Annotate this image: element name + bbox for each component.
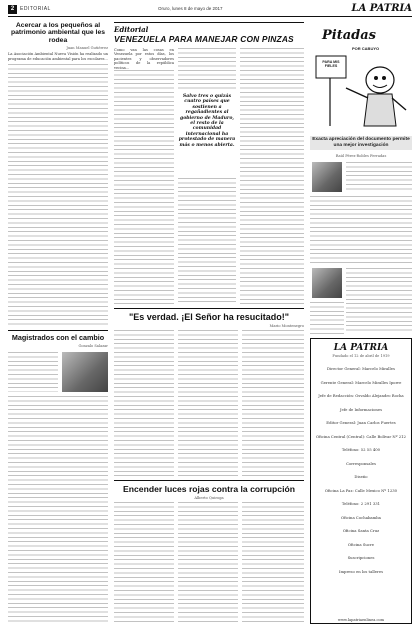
left-article-body [8, 64, 108, 328]
cartoon-logo: Pitadas [322, 28, 376, 43]
right-column-body-3 [310, 302, 344, 334]
editorial-headline: VENEZUELA PARA MANEJAR CON PINZAS [114, 34, 294, 44]
character-eye [374, 76, 378, 80]
author-photo [62, 352, 108, 392]
article-byline: Juan Manuel Gutiérrez [66, 46, 108, 51]
corrupcion-headline: Encender luces rojas contra la corrupción [123, 484, 295, 494]
article-lead: La Asociación Ambiental Nueva Visión ha realizado un programa de educación ambiental para los escolares... [8, 52, 108, 61]
senor-col-2 [178, 330, 238, 476]
header [8, 4, 412, 16]
editorial-lead: Como van las cosas en Venezuela por estos días, los pacientes y observadores políticos de la república vecina... [114, 48, 174, 70]
left-article [8, 22, 108, 61]
editorial-col-1 [114, 70, 174, 304]
staff-line: Oficina Sucre [347, 541, 375, 547]
right-column-body [310, 196, 412, 266]
editorial-col-3 [240, 48, 304, 304]
staff-line: Teléfono: 52 55 400 [341, 447, 381, 452]
date-line: Oruro, lunes 8 de mayo de 2017 [158, 6, 223, 11]
staff-line: Teléfono: 2 291 331 [341, 501, 381, 506]
article-title: Acercar a los pequeños al patrimonio ambiental que les rodea [10, 22, 106, 44]
staff-line: Oficina Cochabamba [341, 514, 381, 520]
author-photo [312, 162, 342, 192]
cartoon-caption: Exacta apreciación del documento permite una mejor investigación [312, 137, 410, 148]
staff-line: Oficina Central (Central): Calle Bolívar Nº 212 [316, 433, 406, 439]
staff-lines [311, 362, 411, 578]
staff-box [310, 338, 412, 624]
character-body [364, 94, 396, 126]
staff-line: Gerente General: Marcelo Miralles Iporre [320, 379, 402, 385]
corrupcion-byline: Alberto Quiroga [194, 496, 224, 500]
senor-headline: "Es verdad. ¡El Señor ha resucitado!" [128, 312, 290, 322]
staff-line: Jefe de Redacción: Osvaldo Alejandro Rocha [318, 393, 404, 398]
staff-line: Oficina Santa Cruz [342, 528, 380, 533]
article-title: Magistrados con el cambio [11, 333, 105, 342]
cartoon [310, 22, 412, 132]
character-head [366, 67, 394, 93]
editorial-tag: Editorial [114, 25, 149, 34]
divider [114, 308, 304, 309]
staff-line: Jefe de Informaciones [339, 406, 383, 412]
editorial-col-2-bottom [178, 178, 236, 304]
divider [8, 330, 108, 331]
staff-line: Editor General: Juan Carlos Fuertes [326, 420, 396, 425]
cartoon-credit: POR CABUYO [352, 46, 380, 51]
masthead: LA PATRIA [351, 3, 412, 14]
cartoon-sign-text: PARA MIS FIELES [322, 60, 340, 69]
corrupcion-col-2 [178, 502, 238, 624]
senor-col-1 [114, 330, 174, 476]
corrupcion-col-1 [114, 502, 174, 624]
staff-masthead: LA PATRIA [333, 343, 389, 353]
staff-footer[interactable]: www.lapatriaenlinea.com [337, 618, 385, 622]
staff-line: Impreso en los talleres [338, 568, 384, 574]
editorial-rule [114, 22, 304, 23]
senor-col-3 [242, 330, 304, 476]
staff-founded: Fundado el 12 de abril de 1919 [332, 354, 390, 358]
character-arm [346, 88, 368, 98]
staff-line: Corresponsales [346, 460, 376, 466]
right-column-body-2 [346, 268, 412, 334]
senor-byline: Mario Montenegro [269, 324, 304, 328]
divider [114, 480, 304, 481]
magistrados-body-top [8, 352, 58, 392]
editorial-col-2-top [178, 48, 236, 90]
article-byline: Gonzalo Salazar [78, 344, 108, 348]
editorial-pull-quote: Salvo tres o quizás cuatro países que sostienen a regañadientes al gobierno de Maduro, el resto de la comunidad internacional ha protestado de manera más o menos abierta. [178, 94, 236, 148]
header-rule [8, 16, 412, 17]
author-photo [312, 268, 342, 298]
character-eye [382, 76, 386, 80]
right-column-byline: Raúl Pérez-Robles Ferradas [335, 154, 387, 158]
magistrados-body [8, 396, 108, 624]
corrupcion-col-3 [242, 502, 304, 624]
staff-line: Oficina La Paz: Calle Mexico Nº 1230 [324, 487, 398, 493]
staff-line: Suscripciones [347, 555, 375, 560]
cartoon-caption-box [310, 136, 412, 150]
staff-line: Diseño [354, 474, 368, 479]
page-number: 2 [8, 5, 17, 14]
staff-line: Director General: Marcelo Miralles [327, 366, 395, 371]
right-column-top [346, 162, 412, 192]
section-label: EDITORIAL [20, 6, 51, 12]
magistrados-article [8, 334, 108, 348]
